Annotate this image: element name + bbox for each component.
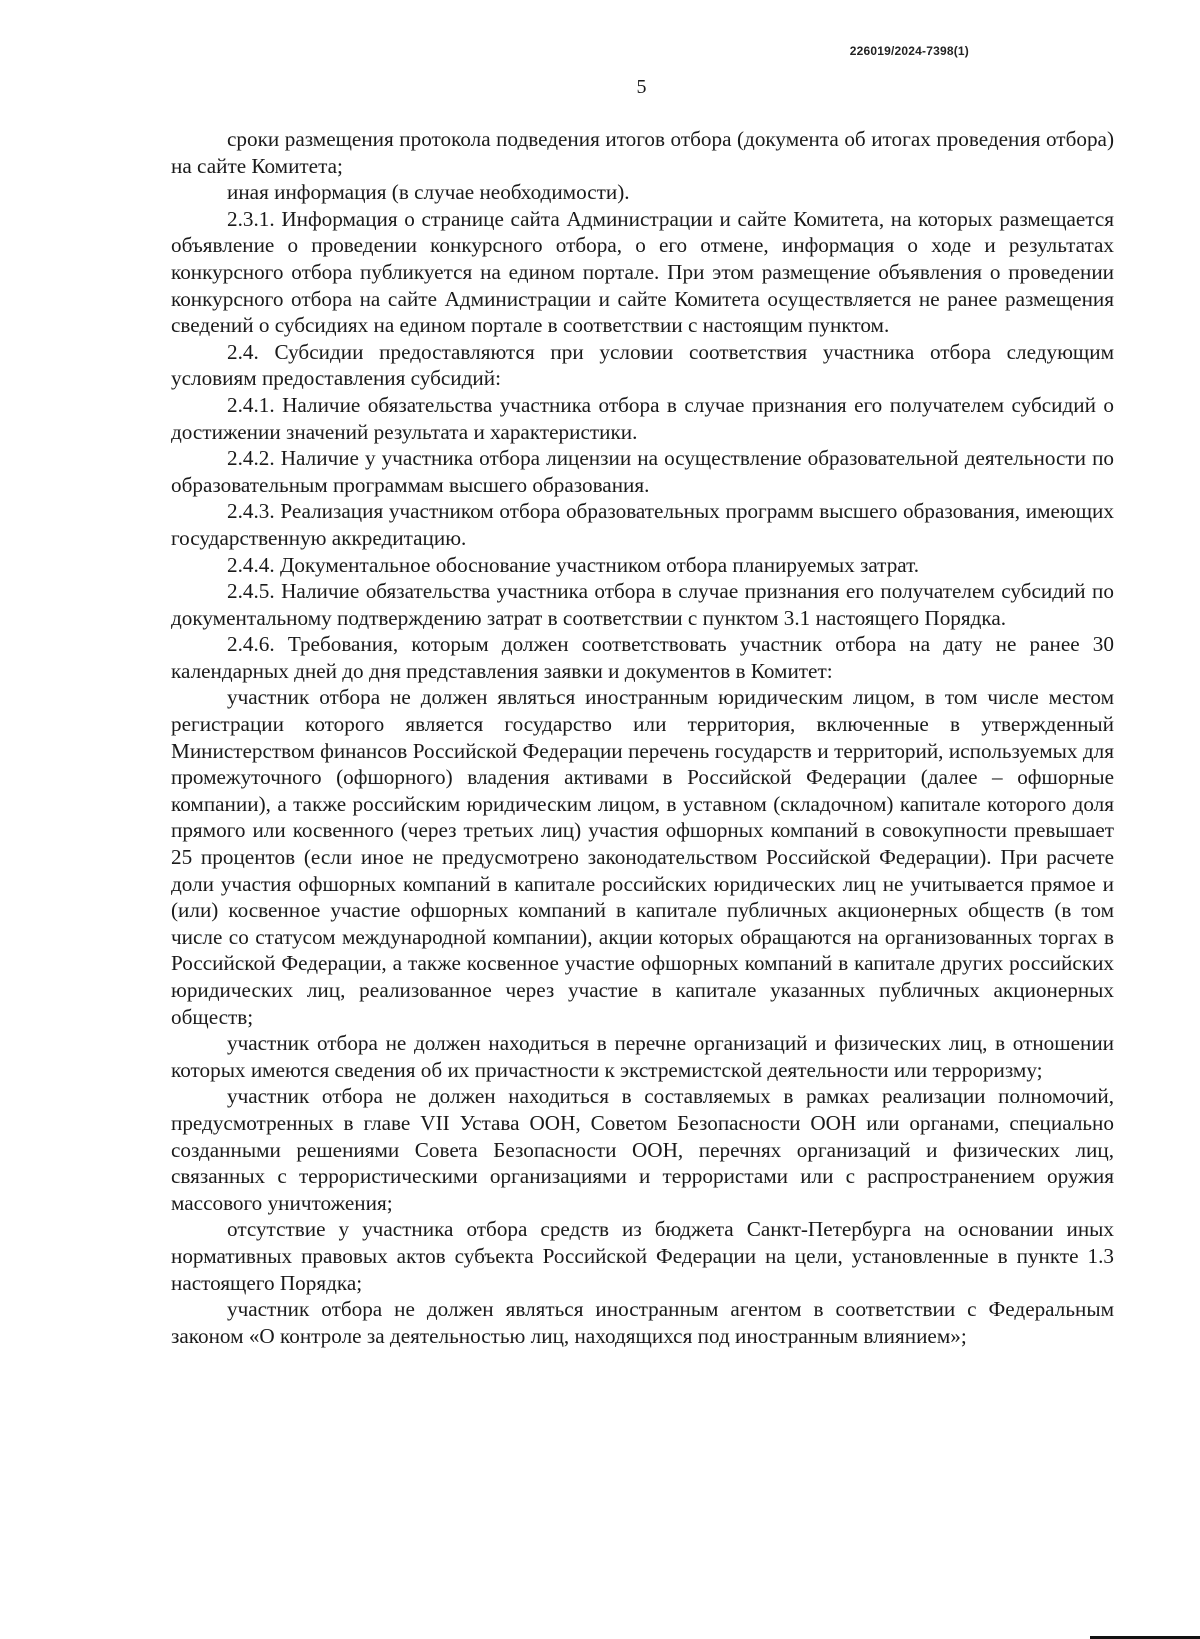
paragraph: участник отбора не должен являться иностранным агентом в соответствии с Федеральным законом «О контроле за деятельностью лиц, находящихся под иностранным влиянием»; — [171, 1297, 1114, 1348]
page-number: 5 — [636, 76, 647, 98]
paragraph: 2.4. Субсидии предоставляются при условии соответствия участника отбора следующим условиям предоставления субсидий: — [171, 339, 1114, 391]
paragraph: участник отбора не должен находиться в составляемых в рамках реализации полномочий, предусмотренных в главе VII Устава ООН, Советом Безопасности ООН или органами, специально созданными решениями Совета Безопасности ООН, перечнях организаций и физических лиц, связанных с террористическими организациями и террористами или с распространением оружия массового уничтожения; — [171, 1084, 1114, 1215]
document-id: 226019/2024-7398(1) — [849, 44, 969, 58]
document-body — [171, 126, 1114, 1349]
paragraph: 2.4.1. Наличие обязательства участника отбора в случае признания его получателем субсидий о достижении значений результата и характеристики. — [171, 392, 1114, 444]
paragraph: сроки размещения протокола подведения итогов отбора (документа об итогах проведения отбора) на сайте Комитета; — [171, 127, 1114, 178]
paragraph: 2.4.4. Документальное обоснование участником отбора планируемых затрат. — [227, 552, 920, 577]
paragraph: 2.3.1. Информация о странице сайта Администрации и сайте Комитета, на которых размещается объявление о проведении конкурсного отбора, о его отмене, информация о ходе и результатах конкурсного отбора публикуется на едином портале. При этом размещение объявления о проведении конкурсного отбора на сайте Администрации и сайте Комитета осуществляется не ранее размещения сведений о субсидиях на едином портале в соответствии с настоящим пунктом. — [171, 206, 1114, 338]
paragraph: иная информация (в случае необходимости). — [227, 180, 630, 205]
paragraph: участник отбора не должен являться иностранным юридическим лицом, в том числе местом регистрации которого является государство или территория, включенные в утвержденный Министерством финансов Российской Федерации перечень государств и территорий, используемых для промежуточного (офшорного) владения активами в Российской Федерации (далее – офшорные компании), а также российским юридическим лицом, в уставном (складочном) капитале которого доля прямого или косвенного (через третьих лиц) участия офшорных компаний в совокупности превышает 25 процентов (если иное не предусмотрено законодательством Российской Федерации). При расчете доли участия офшорных компаний в капитале российских юридических лиц не учитывается прямое и (или) косвенное участие офшорных компаний в капитале публичных акционерных обществ (в том числе со статусом международной компании), акции которых обращаются на организованных торгах в Российской Федерации, а также косвенное участие офшорных компаний в капитале других российских юридических лиц, реализованное через участие в капитале указанных публичных акционерных обществ; — [171, 685, 1114, 1029]
paragraph: 2.4.3. Реализация участником отбора образовательных программ высшего образования, имеющих государственную аккредитацию. — [171, 499, 1114, 550]
paragraph: участник отбора не должен находиться в перечне организаций и физических лиц, в отношении которых имеются сведения об их причастности к экстремистской деятельности или терроризму; — [171, 1031, 1114, 1082]
paragraph: 2.4.2. Наличие у участника отбора лицензии на осуществление образовательной деятельности по образовательным программам высшего образования. — [171, 446, 1114, 497]
paragraph: 2.4.6. Требования, которым должен соответствовать участник отбора на дату не ранее 30 календарных дней до дня представления заявки и документов в Комитет: — [171, 632, 1114, 683]
paragraph: 2.4.5. Наличие обязательства участника отбора в случае признания его получателем субсидий по документальному подтверждению затрат в соответствии с пунктом 3.1 настоящего Порядка. — [171, 579, 1114, 630]
paragraph: отсутствие у участника отбора средств из бюджета Санкт-Петербурга на основании иных нормативных правовых актов субъекта Российской Федерации на цели, установленные в пункте 1.3 настоящего Порядка; — [171, 1217, 1114, 1295]
